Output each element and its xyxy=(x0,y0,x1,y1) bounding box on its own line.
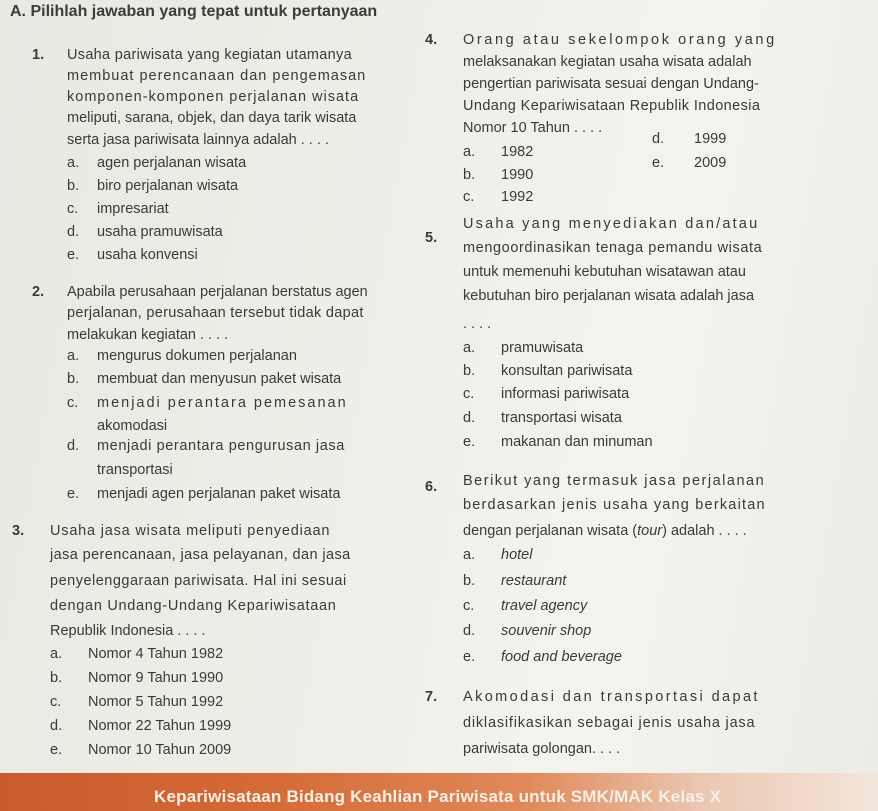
question-1-stem-line: membuat perencanaan dan pengemasan xyxy=(67,68,367,84)
option[interactable] xyxy=(463,339,583,357)
option-letter: d. xyxy=(463,410,476,426)
option-letter: c. xyxy=(463,386,475,402)
stem-italic-term: tour xyxy=(637,523,663,539)
question-1-stem-line: serta jasa pariwisata lainnya adalah . . . . xyxy=(67,132,329,148)
question-1-number: 1. xyxy=(32,47,45,63)
option[interactable] xyxy=(463,166,533,184)
option[interactable] xyxy=(67,394,348,412)
option-letter: c. xyxy=(67,395,79,411)
question-2-number: 2. xyxy=(32,284,45,300)
option-text: usaha konvensi xyxy=(97,247,198,263)
option[interactable] xyxy=(50,645,223,663)
option-letter: a. xyxy=(50,646,63,662)
option-text: impresariat xyxy=(97,201,169,217)
option[interactable] xyxy=(67,154,246,172)
option-letter: c. xyxy=(463,598,475,614)
option[interactable] xyxy=(463,572,566,590)
option-letter: b. xyxy=(67,178,80,194)
question-1-stem-line: meliputi, sarana, objek, dan daya tarik wisata xyxy=(67,110,357,126)
option-letter: e. xyxy=(50,742,63,758)
stem-text: dengan perjalanan wisata ( xyxy=(463,523,638,539)
option[interactable] xyxy=(67,370,341,388)
option[interactable] xyxy=(463,597,587,615)
option-letter: d. xyxy=(50,718,63,734)
option-text: agen perjalanan wisata xyxy=(97,155,247,171)
question-1-stem-line: komponen-komponen perjalanan wisata xyxy=(67,89,360,105)
option-letter: e. xyxy=(67,486,80,502)
question-7-stem-line: Akomodasi dan transportasi dapat xyxy=(463,689,760,705)
option-letter: d. xyxy=(67,224,80,240)
option-text: menjadi perantara pemesanan xyxy=(97,395,348,411)
option-text: Nomor 10 Tahun 2009 xyxy=(88,742,232,758)
option-text: 2009 xyxy=(694,155,727,171)
option-letter: e. xyxy=(463,434,476,450)
option-text: Nomor 9 Tahun 1990 xyxy=(88,670,224,686)
option-text: Nomor 5 Tahun 1992 xyxy=(88,694,224,710)
option-continuation: transportasi xyxy=(97,462,173,478)
question-4-stem-line: Nomor 10 Tahun . . . . xyxy=(463,120,603,136)
option-letter: a. xyxy=(463,547,476,563)
option-letter: a. xyxy=(463,340,476,356)
option[interactable] xyxy=(67,485,340,503)
option-text: souvenir shop xyxy=(501,623,592,639)
question-7-stem-line: diklasifikasikan sebagai jenis usaha jasa xyxy=(463,715,756,731)
question-3-stem-line: penyelenggaraan pariwisata. Hal ini sesuai xyxy=(50,573,347,589)
option-letter: b. xyxy=(463,573,476,589)
option-text: hotel xyxy=(501,547,533,563)
option-text: menjadi agen perjalanan paket wisata xyxy=(97,486,341,502)
option-letter: c. xyxy=(67,201,79,217)
option[interactable] xyxy=(67,246,198,264)
option[interactable] xyxy=(463,409,622,427)
option-text: food and beverage xyxy=(501,649,622,665)
question-6-stem-line xyxy=(463,522,747,540)
option[interactable] xyxy=(463,188,533,206)
option[interactable] xyxy=(463,433,653,451)
option[interactable] xyxy=(463,385,629,403)
question-2-stem-line: melakukan kegiatan . . . . xyxy=(67,327,229,343)
question-4-stem-line: Undang Kepariwisataan Republik Indonesia xyxy=(463,98,761,114)
option-letter: e. xyxy=(652,155,665,171)
question-7-number: 7. xyxy=(425,689,438,705)
option-letter: d. xyxy=(463,623,476,639)
question-2-stem-line: perjalanan, perusahaan tersebut tidak dapat xyxy=(67,305,364,321)
option-text: mengurus dokumen perjalanan xyxy=(97,348,297,364)
question-6-stem-line: Berikut yang termasuk jasa perjalanan xyxy=(463,473,766,489)
option-letter: c. xyxy=(50,694,62,710)
option[interactable] xyxy=(463,546,532,564)
stem-text: ) adalah . . . . xyxy=(662,523,747,539)
option[interactable] xyxy=(652,154,726,172)
question-6-number: 6. xyxy=(425,479,438,495)
option-text: informasi pariwisata xyxy=(501,386,630,402)
question-4-number: 4. xyxy=(425,32,438,48)
option-letter: d. xyxy=(67,438,80,454)
option-letter: b. xyxy=(463,167,476,183)
option-text: transportasi wisata xyxy=(501,410,622,426)
option-text: konsultan pariwisata xyxy=(501,363,633,379)
question-2-stem-line: Apabila perusahaan perjalanan berstatus agen xyxy=(67,284,368,300)
question-5-stem-line: Usaha yang menyediakan dan/atau xyxy=(463,216,760,232)
option-letter: a. xyxy=(463,144,476,160)
option-text: makanan dan minuman xyxy=(501,434,653,450)
option[interactable] xyxy=(50,669,223,687)
question-3-stem-line: jasa perencanaan, jasa pelayanan, dan jasa xyxy=(50,547,351,563)
option[interactable] xyxy=(50,693,223,711)
question-5-stem-line: . . . . xyxy=(463,316,492,332)
question-5-stem-line: untuk memenuhi kebutuhan wisatawan atau xyxy=(463,264,746,280)
question-3-stem-line: Republik Indonesia . . . . xyxy=(50,623,206,639)
option-letter: e. xyxy=(463,649,476,665)
option-text: menjadi perantara pengurusan jasa xyxy=(97,438,345,454)
question-4-stem-line: pengertian pariwisata sesuai dengan Undang- xyxy=(463,76,759,92)
option-text: Nomor 4 Tahun 1982 xyxy=(88,646,224,662)
option-letter: b. xyxy=(50,670,63,686)
question-3-stem-line: Usaha jasa wisata meliputi penyediaan xyxy=(50,523,331,539)
option-text: pramuwisata xyxy=(501,340,584,356)
option[interactable] xyxy=(67,177,238,195)
question-5-stem-line: kebutuhan biro perjalanan wisata adalah jasa xyxy=(463,288,755,304)
option[interactable] xyxy=(67,223,223,241)
option-text: 1992 xyxy=(501,189,534,205)
option-text: restaurant xyxy=(501,573,567,589)
option-text: Nomor 22 Tahun 1999 xyxy=(88,718,232,734)
option[interactable] xyxy=(50,741,231,759)
option[interactable] xyxy=(67,347,297,365)
option[interactable] xyxy=(652,130,726,148)
option-continuation: akomodasi xyxy=(97,418,168,434)
option-text: usaha pramuwisata xyxy=(97,224,223,240)
question-4-stem-line: melaksanakan kegiatan usaha wisata adalah xyxy=(463,54,752,70)
question-3-stem-line: dengan Undang-Undang Kepariwisataan xyxy=(50,598,337,614)
question-4-stem-line: Orang atau sekelompok orang yang xyxy=(463,32,777,48)
option-letter: a. xyxy=(67,348,80,364)
option-letter: b. xyxy=(463,363,476,379)
question-5-stem-line: mengoordinasikan tenaga pemandu wisata xyxy=(463,240,763,256)
question-6-stem-line: berdasarkan jenis usaha yang berkaitan xyxy=(463,497,766,513)
option-text: 1990 xyxy=(501,167,534,183)
option-letter: c. xyxy=(463,189,475,205)
option-letter: b. xyxy=(67,371,80,387)
option[interactable] xyxy=(463,648,622,666)
option-letter: a. xyxy=(67,155,80,171)
option-letter: e. xyxy=(67,247,80,263)
question-7-stem-line: pariwisata golongan. . . . xyxy=(463,741,621,757)
option-text: 1999 xyxy=(694,131,727,147)
option[interactable] xyxy=(67,437,345,455)
option[interactable] xyxy=(67,200,169,218)
option[interactable] xyxy=(463,143,533,161)
section-title: A. Pilihlah jawaban yang tepat untuk pertanyaan xyxy=(10,3,378,20)
option[interactable] xyxy=(463,362,632,380)
option-text: biro perjalanan wisata xyxy=(97,178,239,194)
footer-text: Kepariwisataan Bidang Keahlian Pariwisata untuk SMK/MAK Kelas X xyxy=(154,787,722,806)
question-1-stem-line: Usaha pariwisata yang kegiatan utamanya xyxy=(67,47,352,63)
option[interactable] xyxy=(463,622,591,640)
option[interactable] xyxy=(50,717,231,735)
option-text: 1982 xyxy=(501,144,534,160)
question-5-number: 5. xyxy=(425,230,438,246)
option-text: travel agency xyxy=(501,598,588,614)
option-letter: d. xyxy=(652,131,665,147)
option-text: membuat dan menyusun paket wisata xyxy=(97,371,342,387)
question-3-number: 3. xyxy=(12,523,25,539)
